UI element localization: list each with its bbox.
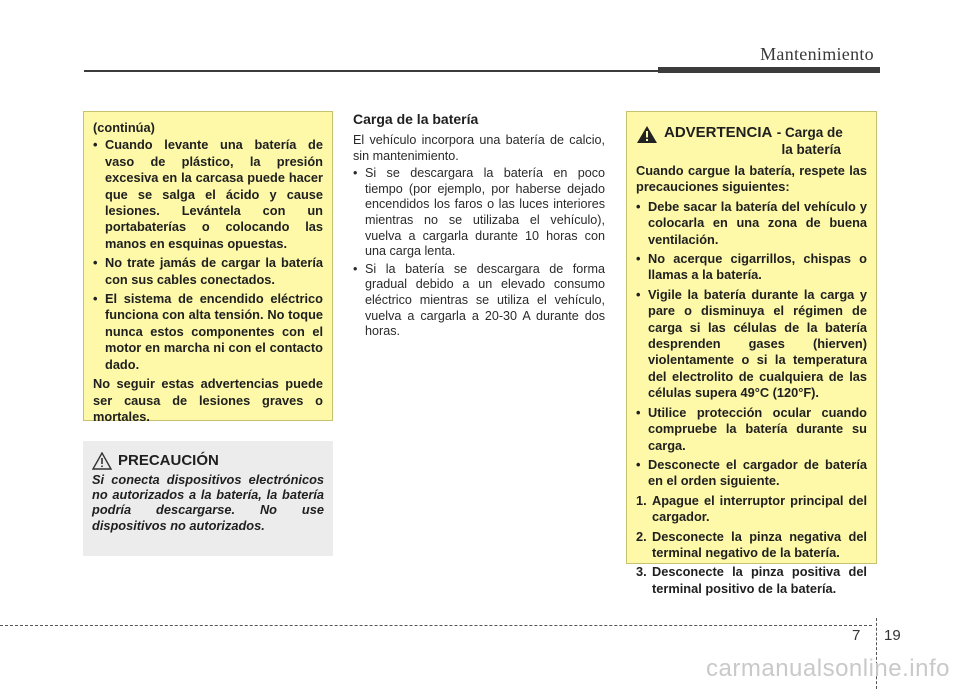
header-rule-accent xyxy=(658,67,880,73)
warning-title: ADVERTENCIA xyxy=(664,124,773,141)
list-item: • Cuando levante una batería de vaso de plástico, la presión excesiva en la carcasa puede hacer que se salga el ácido y cause lesiones. Levántela con un portabaterías o colocando las manos en esquinas opuestas. xyxy=(93,137,323,252)
step-number: 2. xyxy=(636,528,647,544)
battery-charge-list xyxy=(353,166,605,340)
watermark: carmanualsonline.info xyxy=(706,655,950,682)
step-item xyxy=(636,493,867,526)
battery-charge-intro: El vehículo incorpora una batería de calcio, sin mantenimiento. xyxy=(353,133,605,163)
list-item: • Utilice protección ocular cuando compruebe la batería durante su carga. xyxy=(636,405,867,454)
step-text: Desconecte la pinza positiva del terminal positivo de la batería. xyxy=(652,564,867,596)
battery-charge-title: Carga de la batería xyxy=(353,111,479,127)
page-number: 19 xyxy=(884,627,901,644)
list-item: • Vigile la batería durante la carga y pare o disminuya el régimen de carga si las células de la batería desprenden gases (hierven) violentamente o si la temperatura del electrolito de cualquiera de las células supera 49°C (120°F). xyxy=(636,287,867,402)
step-number: 3. xyxy=(636,564,647,580)
list-item: • Si se descargara la batería en poco tiempo (por ejemplo, por haberse dejado encendidos los faros o las luces interiores mientras no se utilizaba el vehículo), vuelva a cargarla durante 10 horas con una carga lenta. xyxy=(353,166,605,260)
warning-steps xyxy=(636,493,867,597)
list-item: • No acerque cigarrillos, chispas o llamas a la batería. xyxy=(636,251,867,284)
continued-closing: No seguir estas advertencias puede ser causa de lesiones graves o mortales. xyxy=(93,376,323,424)
section-title: Mantenimiento xyxy=(760,44,874,64)
warning-subtitle-line2: la batería xyxy=(781,142,841,157)
chapter-number: 7 xyxy=(852,627,861,644)
step-text: Desconecte la pinza negativa del terminal negativo de la batería. xyxy=(652,528,867,560)
continued-warning-box xyxy=(83,111,333,424)
list-item: • Debe sacar la batería del vehículo y colocarla en una zona de buena ventilación. xyxy=(636,199,867,248)
continued-heading: (continúa) xyxy=(93,120,155,135)
list-item: • El sistema de encendido eléctrico funciona con alta tensión. No toque nunca estos componentes con el motor en marcha ni con el contacto dado. xyxy=(93,291,323,373)
continued-warning-list xyxy=(93,137,323,373)
warning-subtitle-line1: - Carga de xyxy=(776,125,843,140)
caution-icon xyxy=(92,452,112,470)
precaution-box xyxy=(83,441,333,556)
list-item: • Desconecte el cargador de batería en el orden siguiente. xyxy=(636,457,867,490)
precaution-title: PRECAUCIÓN xyxy=(118,452,219,469)
list-item: • No trate jamás de cargar la batería con sus cables conectados. xyxy=(93,255,323,288)
precaution-text: Si conecta dispositivos electrónicos no autorizados a la batería, la batería podría descargarse. No use dispositivos no autorizados. xyxy=(92,472,324,533)
list-item: • Si la batería se descargara de forma gradual debido a un elevado consumo eléctrico mientras se utiliza el vehículo, vuelva a cargarla a 20-30 A durante dos horas. xyxy=(353,262,605,340)
step-text: Apague el interruptor principal del cargador. xyxy=(652,492,867,525)
warning-heading xyxy=(636,124,867,157)
step-item xyxy=(636,564,867,597)
step-number: 1. xyxy=(636,492,647,508)
warning-intro: Cuando cargue la batería, respete las precauciones siguientes: xyxy=(636,163,867,195)
precaution-heading xyxy=(92,451,324,470)
charging-warning-box xyxy=(626,111,877,596)
step-item xyxy=(636,529,867,562)
warning-icon xyxy=(636,125,658,144)
battery-charge-section xyxy=(353,111,605,342)
footer-rule xyxy=(0,625,872,626)
warning-list xyxy=(636,199,867,490)
